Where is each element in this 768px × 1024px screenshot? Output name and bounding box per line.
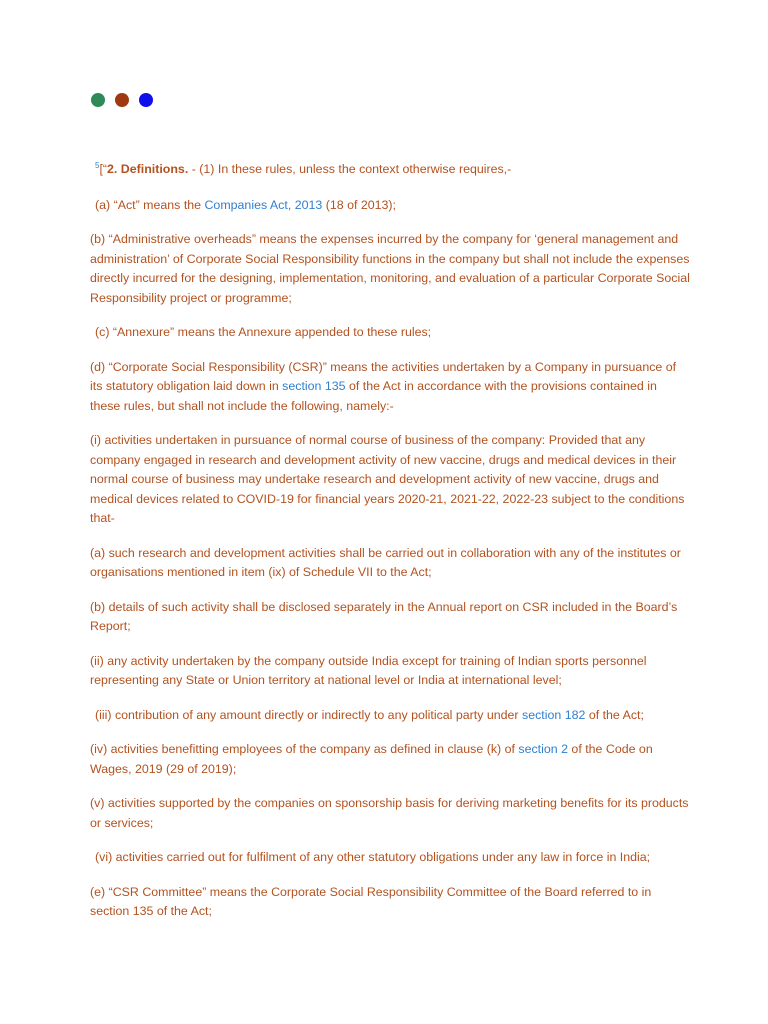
definitions-heading: $^5$[“2. Definitions. - (1) In these rules, unless the context otherwise requires,- bbox=[95, 160, 512, 176]
section-135-link[interactable]: section 135 bbox=[282, 379, 346, 393]
document-body bbox=[90, 160, 690, 937]
section-2-link[interactable]: section 2 bbox=[518, 742, 568, 756]
section-title: 2. Definitions. bbox=[107, 162, 189, 176]
blue-dot-icon bbox=[139, 93, 153, 107]
footnote-ref[interactable]: 5 bbox=[95, 160, 100, 170]
section-182-link[interactable]: section 182 bbox=[522, 707, 586, 722]
clause-d-i: (i) activities undertaken in pursuance of normal course of business of the company: Provided that any company engaged in research and development activity of new vaccine, drugs and medical devices in their normal course of business may undertake research and development activity of new vaccine, drugs and medical devices related to COVID-19 for financial years 2020-21, 2021-22, 2022-23 subject to the conditions that- bbox=[90, 433, 685, 525]
sub-clause-b: (b) details of such activity shall be disclosed separately in the Annual report on CSR included in the Board’s Report; bbox=[90, 599, 678, 633]
green-dot-icon bbox=[91, 93, 105, 107]
clause-d-iv: (iv) activities benefitting employees of the company as defined in clause (k) of section 2 of the Code on Wages, 2019 (29 of 2019); bbox=[90, 742, 653, 776]
clause-c: (c) “Annexure” means the Annexure appended to these rules; bbox=[95, 325, 432, 339]
clause-d: (d) “Corporate Social Responsibility (CSR)” means the activities undertaken by a Company in pursuance of its statutory obligation laid down in section 135 of the Act in accordance with the provisions contained in these rules, but shall not include the following, namely:- bbox=[90, 359, 677, 413]
clause-d-ii: (ii) any activity undertaken by the company outside India except for training of Indian sports personnel representing any State or Union territory at national level or India at international level; bbox=[90, 653, 647, 687]
window-dots bbox=[91, 93, 153, 107]
clause-d-iii: (iii) contribution of any amount directly or indirectly to any political party under section 182 of the Act; bbox=[95, 707, 644, 722]
brown-dot-icon bbox=[115, 93, 129, 107]
clause-a: (a) “Act” means the Companies Act, 2013 (18 of 2013); bbox=[95, 197, 396, 212]
clause-b: (b) “Administrative overheads” means the expenses incurred by the company for ‘general management and administration’ of Corporate Social Responsibility functions in the company but shall not include the expenses directly incurred for the designing, implementation, monitoring, and evaluation of a particular Corporate Social Responsibility project or programme; bbox=[90, 232, 690, 305]
companies-act-link[interactable]: Companies Act, 2013 bbox=[204, 197, 323, 212]
clause-d-v: (v) activities supported by the companies on sponsorship basis for deriving marketing benefits for its products or services; bbox=[90, 796, 689, 830]
clause-d-vi: (vi) activities carried out for fulfilment of any other statutory obligations under any law in force in India; bbox=[95, 850, 651, 864]
clause-e: (e) “CSR Committee” means the Corporate Social Responsibility Committee of the Board referred to in section 135 of the Act; bbox=[90, 884, 652, 918]
sub-clause-a: (a) such research and development activities shall be carried out in collaboration with any of the institutes or organisations mentioned in item (ix) of Schedule VII to the Act; bbox=[90, 545, 681, 579]
